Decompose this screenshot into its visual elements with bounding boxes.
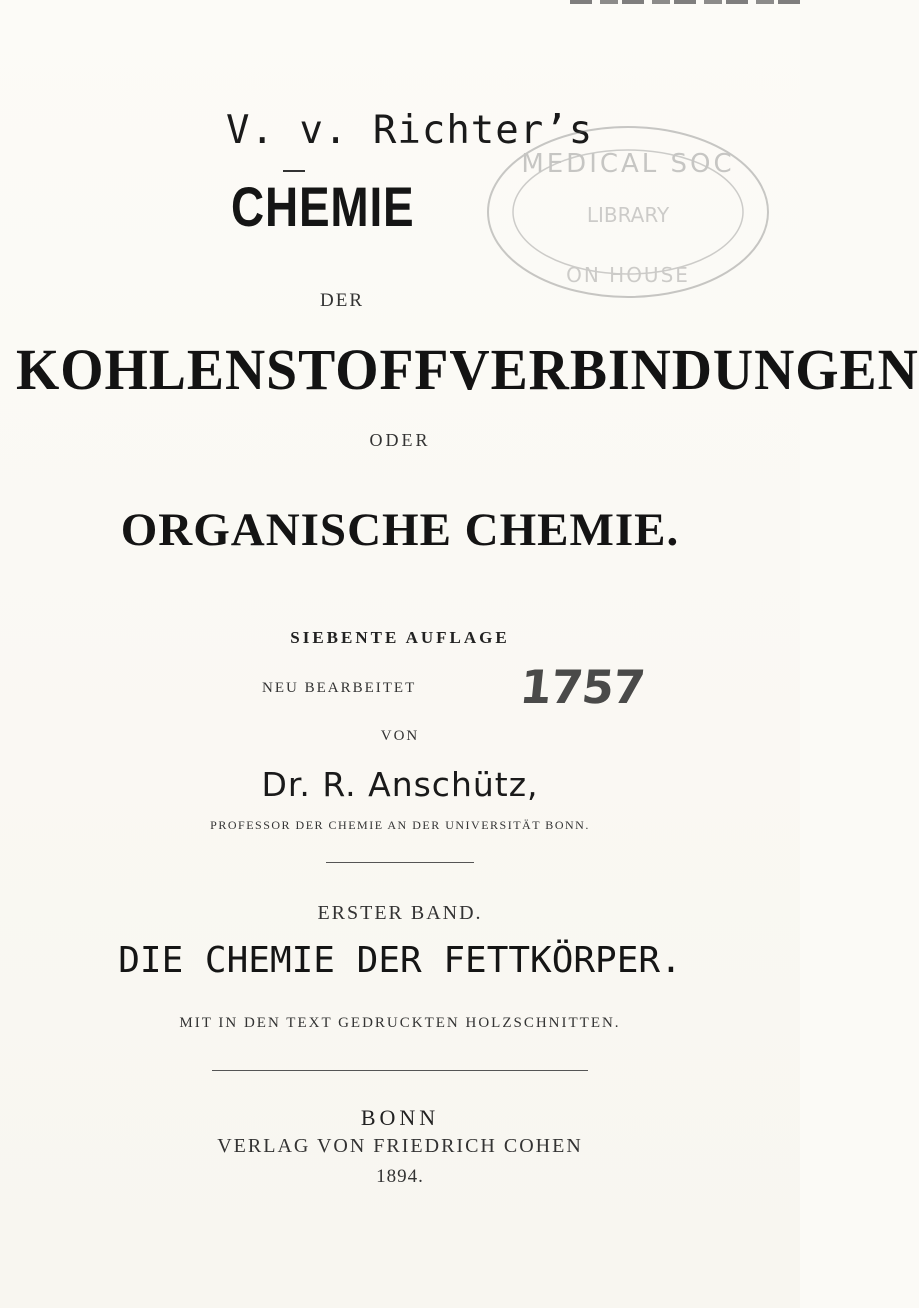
page-edge-mark xyxy=(570,0,800,4)
revised-line: NEU BEARBEITET xyxy=(262,680,417,696)
title-oder: ODER xyxy=(369,430,431,450)
publisher-name: VERLAG VON FRIEDRICH COHEN xyxy=(217,1135,583,1157)
svg-text:ON HOUSE: ON HOUSE xyxy=(566,263,690,287)
title-der: DER xyxy=(320,290,364,311)
handwritten-shelfmark: 1757 xyxy=(517,660,647,714)
author-name: V. v. Richter’s xyxy=(226,108,594,153)
publisher-city: BONN xyxy=(360,1105,440,1130)
subtitle: ORGANISCHE CHEMIE. xyxy=(120,504,680,556)
editor-affiliation: PROFESSOR DER CHEMIE AN DER UNIVERSITÄT BONN. xyxy=(210,818,590,832)
by-line: VON xyxy=(380,728,420,744)
title-line-chemie: CHEMIE xyxy=(231,175,415,238)
svg-text:LIBRARY: LIBRARY xyxy=(586,203,670,227)
divider-rule xyxy=(212,1070,588,1071)
volume-title: DIE CHEMIE DER FETTKÖRPER. xyxy=(118,940,682,981)
divider-rule xyxy=(326,862,474,863)
main-title: KOHLENSTOFFVERBINDUNGEN xyxy=(16,337,919,402)
editor-name: Dr. R. Anschütz, xyxy=(261,765,539,804)
svg-text:MEDICAL SOC: MEDICAL SOC xyxy=(521,149,735,179)
woodcuts-note: MIT IN DEN TEXT GEDRUCKTEN HOLZSCHNITTEN. xyxy=(179,1015,621,1031)
volume-number: ERSTER BAND. xyxy=(317,902,483,924)
library-stamp xyxy=(478,112,778,312)
publication-year: 1894. xyxy=(376,1166,424,1187)
edition-line: SIEBENTE AUFLAGE xyxy=(290,628,510,647)
author-underline xyxy=(283,170,305,172)
